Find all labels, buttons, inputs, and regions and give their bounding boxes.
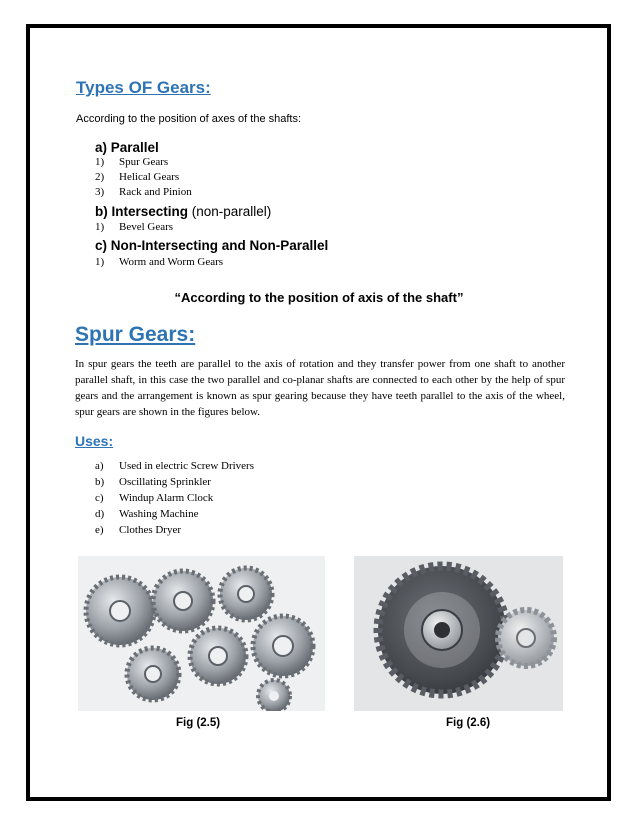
category-label: c) Non-Intersecting and Non-Parallel [95, 238, 329, 253]
item-number: 1) [95, 256, 105, 268]
item-number: 2) [95, 171, 105, 183]
list-item [95, 460, 254, 472]
list-item [95, 492, 213, 504]
item-text: Washing Machine [119, 508, 199, 520]
list-item [95, 171, 179, 183]
gear-icon [253, 616, 313, 676]
item-number: a) [95, 460, 104, 472]
list-item [95, 156, 168, 168]
list-item [95, 256, 223, 268]
item-text: Worm and Worm Gears [119, 256, 224, 268]
gear-icon [258, 680, 290, 711]
item-number: c) [95, 492, 104, 504]
item-number: b) [95, 476, 105, 488]
category-parallel [95, 140, 159, 155]
category-suffix: (non-parallel) [188, 204, 272, 219]
category-label: a) Parallel [95, 140, 159, 155]
figure-caption: Fig (2.5) [176, 717, 221, 729]
item-text: Rack and Pinion [119, 186, 192, 198]
list-item [95, 221, 173, 233]
quote-text: “According to the position of axis of the shaft” [174, 290, 464, 305]
gear-icon [153, 571, 213, 631]
gear-icon [190, 628, 246, 684]
item-number: 1) [95, 221, 105, 233]
item-text: Oscillating Sprinkler [119, 476, 211, 488]
item-text: Bevel Gears [119, 221, 174, 233]
list-item [95, 524, 181, 536]
types-of-gears-heading: Types OF Gears: [76, 78, 211, 97]
category-intersecting [95, 204, 271, 219]
meshing-spur-gears-image [354, 556, 563, 711]
item-text: Windup Alarm Clock [119, 492, 214, 504]
list-item [95, 508, 198, 520]
spur-gears-assortment-image [78, 556, 325, 711]
list-item [95, 186, 192, 198]
large-gear-icon [378, 566, 506, 694]
item-number: e) [95, 524, 104, 536]
item-number: 3) [95, 186, 105, 198]
gear-icon [220, 568, 272, 620]
item-text: Spur Gears [119, 156, 169, 168]
gear-icon [86, 577, 154, 645]
gear-icon [127, 648, 179, 700]
uses-heading: Uses: [75, 433, 114, 449]
item-number: 1) [95, 156, 105, 168]
category-nonintersecting [95, 238, 328, 253]
intro-text: According to the position of axes of the shafts: [76, 113, 302, 125]
item-text: Helical Gears [119, 171, 180, 183]
spur-paragraph: In spur gears the teeth are parallel to the axis of rotation and they transfer power from one shaft to another parallel shaft, in this case the two parallel and co-planar shafts are connected to each other by the help of spur gears and the arrangement is known as spur gearing because they have teeth parallel to the axis of the wheel, spur gears are shown in the figures below. [75, 358, 565, 418]
category-label: b) Intersecting [95, 204, 189, 219]
item-number: d) [95, 508, 105, 520]
figure-caption: Fig (2.6) [446, 717, 491, 729]
spur-gears-heading: Spur Gears: [75, 323, 196, 346]
item-text: Clothes Dryer [119, 524, 182, 536]
small-gear-icon [498, 610, 554, 666]
list-item [95, 476, 211, 488]
item-text: Used in electric Screw Drivers [119, 460, 255, 472]
